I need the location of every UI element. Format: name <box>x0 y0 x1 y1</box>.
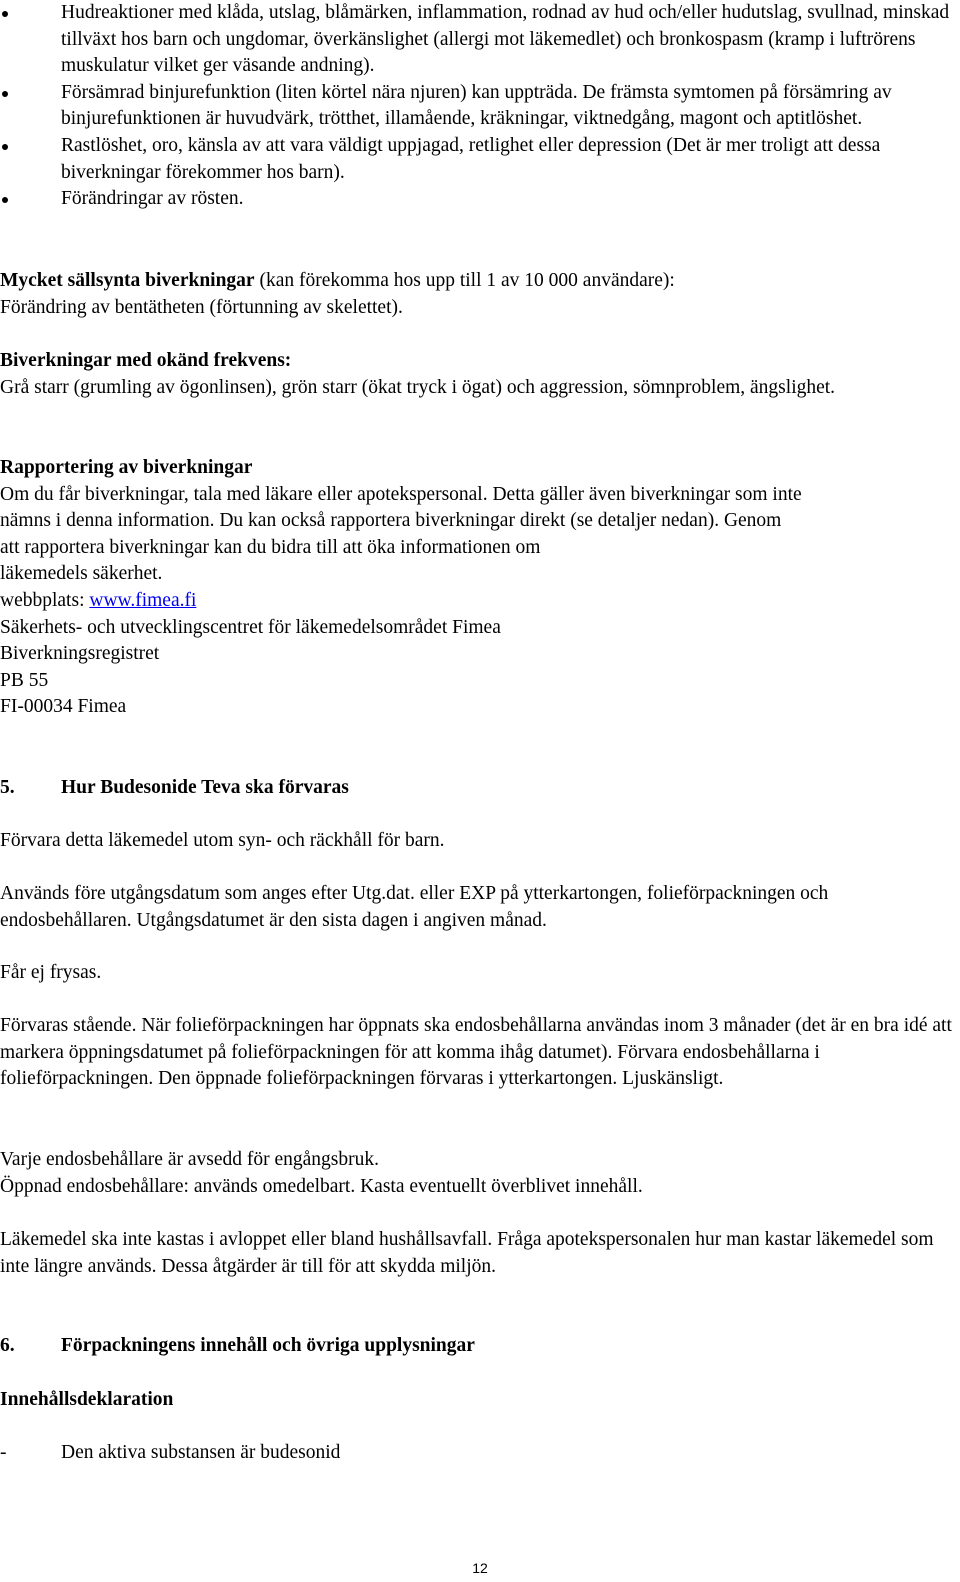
disposal-text: Läkemedel ska inte kastas i avloppet eller bland hushållsavfall. Fråga apotekspersonalen hur man kastar läkemedel som inte längre används. Dessa åtgärder är till för att skydda miljön. <box>0 1229 934 1277</box>
reporting-section <box>0 455 960 721</box>
storage-instructions-text: Förvaras stående. När folieförpackningen har öppnats ska endosbehållarna användas inom 3 månader (det är en bra idé att markera öppningsdatumet på folieförpackningen för att komma ihåg datumet). Förvara endosbehållarna i folieförpackningen. Den öppnade folieförpackningen förvaras i ytterkartongen. Ljuskänsligt. <box>0 1015 952 1090</box>
storage-instructions-paragraph <box>0 1013 960 1093</box>
section-title: Förpackningens innehåll och övriga upplysningar <box>61 1335 475 1356</box>
address-line: FI-00034 Fimea <box>0 696 127 718</box>
opened-container-text: Öppnad endosbehållare: används omedelbart. Kasta eventuellt överblivet innehåll. <box>0 1175 643 1197</box>
content-declaration <box>0 1387 960 1414</box>
bullet-text: Rastlöshet, oro, känsla av att vara väldigt uppjagad, retlighet eller depression (Det är mer troligt att dessa biverkningar förekommer hos barn). <box>61 134 881 183</box>
freezing-paragraph <box>0 960 960 987</box>
expiry-paragraph <box>0 881 960 934</box>
address-line: Biverkningsregistret <box>0 643 160 665</box>
side-effects-bullet-list <box>0 0 960 213</box>
bullet-icon <box>2 197 8 203</box>
freezing-text: Får ej frysas. <box>0 962 102 983</box>
active-substance-line <box>0 1440 960 1467</box>
section-6 <box>0 1333 960 1360</box>
bullet-text: Hudreaktioner med klåda, utslag, blåmärken, inflammation, rodnad av hud och/eller hudutslag, svullnad, minskad tillväxt hos barn och ungdomar, överkänslighet (allergi mot läkemedlet) och bronkospasm (kramp i luftrörens muskulatur vilket ger väsande andning). <box>61 2 950 77</box>
bullet-text: Förändringar av rösten. <box>61 188 244 210</box>
section-number: 6. <box>0 1335 15 1356</box>
single-use-text: Varje endosbehållare är avsedd för engångsbruk. <box>0 1149 380 1170</box>
bullet-icon <box>2 144 8 150</box>
page-number: 12 <box>472 1560 488 1576</box>
storage-text: Förvara detta läkemedel utom syn- och räckhåll för barn. <box>0 830 445 851</box>
address-line: Säkerhets- och utvecklingscentret för läkemedelsområdet Fimea <box>0 616 501 638</box>
unknown-frequency-text: Grå starr (grumling av ögonlinsen), grön starr (ökat tryck i ögat) och aggression, sömnproblem, ängslighet. <box>0 376 836 398</box>
list-item <box>0 80 960 133</box>
list-item <box>0 186 960 213</box>
very-rare-frequency: (kan förekomma hos upp till 1 av 10 000 användare): <box>254 270 675 291</box>
reporting-line: nämns i denna information. Du kan också rapportera biverkningar direkt (se detaljer nedan). Genom <box>0 510 782 532</box>
section-number: 5. <box>0 777 15 798</box>
list-item <box>0 133 960 186</box>
address-line: PB 55 <box>0 669 49 691</box>
reporting-line: att rapportera biverkningar kan du bidra till att öka informationen om <box>0 536 541 558</box>
expiry-text: Används före utgångsdatum som anges efter Utg.dat. eller EXP på ytterkartongen, folieförpackningen och endosbehållaren. Utgångsdatumet är den sista dagen i angiven månad. <box>0 883 829 931</box>
reporting-heading: Rapportering av biverkningar <box>0 457 253 478</box>
unknown-frequency-heading: Biverkningar med okänd frekvens: <box>0 350 292 371</box>
unknown-frequency-section <box>0 348 960 401</box>
fimea-website-link[interactable]: www.fimea.fi <box>89 589 197 611</box>
dash-marker: - <box>0 1442 7 1463</box>
storage-paragraph <box>0 828 960 855</box>
section-5 <box>0 775 960 802</box>
website-label: webbplats: <box>0 589 90 611</box>
section-5-heading <box>0 775 960 802</box>
very-rare-heading: Mycket sällsynta biverkningar <box>0 270 255 291</box>
reporting-line: Om du får biverkningar, tala med läkare eller apotekspersonal. Detta gäller även biverkningar som inte <box>0 483 802 505</box>
list-item <box>0 0 960 80</box>
content-declaration-heading: Innehållsdeklaration <box>0 1389 174 1410</box>
active-substance-text: Den aktiva substansen är budesonid <box>61 1442 341 1463</box>
bullet-icon <box>2 91 8 97</box>
section-6-heading <box>0 1333 960 1360</box>
disposal-paragraph <box>0 1227 960 1280</box>
bullet-text: Försämrad binjurefunktion (liten körtel nära njuren) kan uppträda. De främsta symtomen på försämring av binjurefunktionen är huvudvärk, trötthet, illamående, kräkningar, viktnedgång, magont och aptitlöshet. <box>61 81 892 130</box>
single-use-paragraph <box>0 1147 960 1200</box>
very-rare-text: Förändring av bentätheten (förtunning av skelettet). <box>0 296 403 318</box>
reporting-line: läkemedels säkerhet. <box>0 563 163 585</box>
bullet-icon <box>2 11 8 17</box>
very-rare-section <box>0 268 960 321</box>
section-title: Hur Budesonide Teva ska förvaras <box>61 777 349 798</box>
